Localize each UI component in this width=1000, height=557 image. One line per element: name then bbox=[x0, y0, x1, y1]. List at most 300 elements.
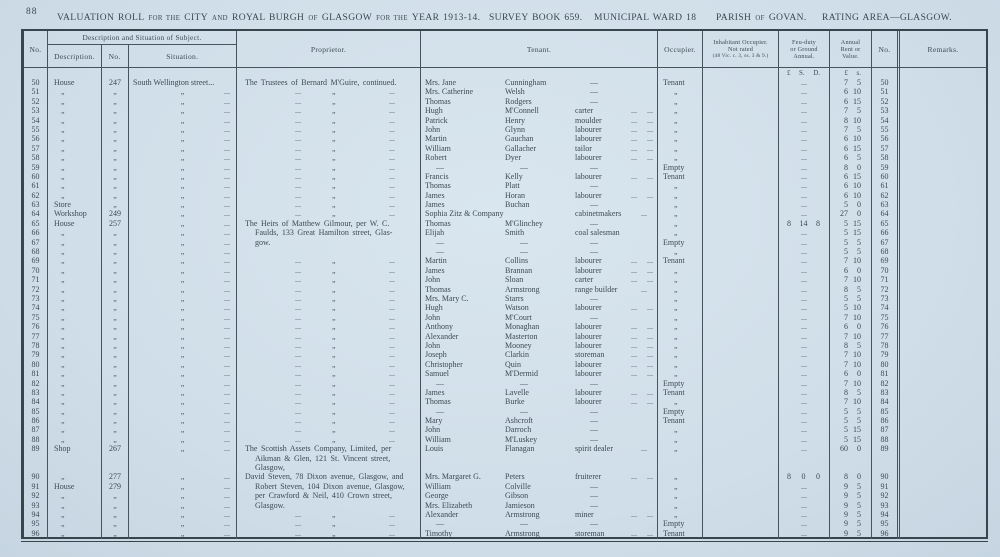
ten-cell bbox=[421, 191, 657, 200]
tenant-occupation bbox=[575, 341, 657, 350]
tenant-first-name: George bbox=[425, 491, 449, 501]
column-rent bbox=[830, 68, 872, 539]
prop-cell: The Heirs of Matthew Gilmour, per W. C. bbox=[245, 218, 390, 228]
rating-area bbox=[822, 7, 956, 25]
rent-shillings: 15 bbox=[853, 218, 861, 228]
no2-cell: 65 bbox=[880, 218, 889, 228]
sit-cell bbox=[129, 491, 236, 500]
dots: ... bbox=[224, 444, 230, 454]
ten-cell bbox=[421, 97, 657, 106]
no2-cell: 58 bbox=[880, 153, 889, 163]
occ-cell: „ bbox=[674, 491, 678, 501]
dots: ... bbox=[224, 519, 230, 529]
tenant-occupation bbox=[575, 379, 657, 388]
dots: ... bbox=[224, 124, 230, 134]
tenant-first-name: Hugh bbox=[425, 106, 443, 116]
dots: ... bbox=[647, 350, 653, 360]
no2-cell: 96 bbox=[880, 528, 889, 538]
occ-cell: „ bbox=[674, 331, 678, 341]
sit-cell bbox=[129, 87, 236, 96]
rent-shillings: 0 bbox=[857, 265, 861, 275]
rent-shillings: 10 bbox=[853, 181, 861, 191]
dots: ... bbox=[389, 397, 395, 407]
no-occupation-dash: — bbox=[590, 312, 598, 322]
dots: ... bbox=[389, 96, 395, 106]
tenant-surname: Clarkin bbox=[505, 350, 529, 360]
rent-shillings: 5 bbox=[857, 500, 861, 510]
desc-cell: House bbox=[54, 78, 75, 87]
rent-shillings: 15 bbox=[853, 143, 861, 153]
dots: ... bbox=[647, 387, 653, 397]
occupation-text: labourer bbox=[575, 359, 602, 369]
rent-shillings: 5 bbox=[857, 340, 861, 350]
prop-cell bbox=[237, 407, 420, 416]
rent-pounds: 9 bbox=[844, 509, 848, 519]
sit-cell bbox=[129, 529, 236, 538]
occupation-text: labourer bbox=[575, 331, 602, 341]
situation-ditto: „ bbox=[180, 256, 185, 266]
dots: ... bbox=[295, 293, 301, 303]
situation-ditto: „ bbox=[180, 472, 185, 482]
sit-cell bbox=[129, 444, 236, 453]
header-text-segment: AND bbox=[212, 15, 228, 22]
parish bbox=[716, 7, 811, 25]
tenant-first-name: Thomas bbox=[425, 397, 451, 407]
dots: ... bbox=[224, 481, 230, 491]
tenant-surname: — bbox=[520, 378, 528, 388]
desc-cell: „ bbox=[61, 171, 65, 181]
tenant-occupation bbox=[575, 181, 657, 190]
feu-cell: ... bbox=[801, 293, 807, 303]
rent-pounds: 5 bbox=[844, 228, 848, 238]
tenant-occupation bbox=[575, 275, 657, 284]
prop-cell bbox=[237, 256, 420, 265]
col-header-remarks: Remarks. bbox=[927, 44, 959, 54]
sit-cell bbox=[129, 209, 236, 218]
tenant-surname: — bbox=[520, 247, 528, 257]
proprietor-ditto: „ bbox=[332, 406, 336, 416]
rent-cell bbox=[830, 379, 871, 388]
no2-cell: 51 bbox=[880, 87, 889, 97]
dots: ... bbox=[389, 303, 395, 313]
occupation-text: coal salesman bbox=[575, 228, 620, 238]
dots: ... bbox=[631, 124, 637, 134]
feu-cell: ... bbox=[801, 247, 807, 257]
occ-cell: „ bbox=[674, 481, 678, 491]
stno-cell: „ bbox=[113, 416, 117, 426]
sit-cell bbox=[129, 407, 236, 416]
prop-cell bbox=[237, 144, 420, 153]
rent-pounds: 7 bbox=[844, 124, 848, 134]
no2-cell: 68 bbox=[880, 247, 889, 257]
tenant-first-name: Robert bbox=[425, 153, 447, 163]
ten-cell bbox=[421, 200, 657, 209]
rent-shillings: 0 bbox=[857, 369, 861, 379]
table-header bbox=[24, 31, 986, 68]
no2-cell: 64 bbox=[880, 209, 889, 219]
occupation-text: labourer bbox=[575, 153, 602, 163]
ten-cell bbox=[421, 275, 657, 284]
tenant-occupation bbox=[575, 294, 657, 303]
tenant-surname: Monaghan bbox=[505, 322, 540, 332]
dots: ... bbox=[224, 378, 230, 388]
sit-cell bbox=[129, 519, 236, 528]
no2-cell: 89 bbox=[880, 444, 889, 454]
feu-cell: ... bbox=[801, 425, 807, 435]
no1-cell: 77 bbox=[31, 331, 40, 341]
page-number: 88 bbox=[26, 7, 38, 17]
tenant-surname: Henry bbox=[505, 115, 525, 125]
dots: ... bbox=[224, 143, 230, 153]
occupation-text: labourer bbox=[575, 265, 602, 275]
sit-cell bbox=[129, 379, 236, 388]
occupation-text: labourer bbox=[575, 340, 602, 350]
units-row bbox=[237, 68, 420, 78]
sit-cell bbox=[129, 501, 236, 510]
rent-cell bbox=[830, 369, 871, 378]
dots: ... bbox=[631, 397, 637, 407]
dots: ... bbox=[224, 406, 230, 416]
tenant-surname: Kelly bbox=[505, 171, 523, 181]
dots: ... bbox=[224, 500, 230, 510]
tenant-surname: Gibson bbox=[505, 491, 529, 501]
tenant-first-name: Mrs. Margaret G. bbox=[425, 472, 481, 482]
no1-cell: 63 bbox=[31, 200, 40, 210]
dots: ... bbox=[641, 209, 647, 219]
sit-cell: South Wellington street... bbox=[133, 78, 215, 87]
units-row bbox=[48, 68, 101, 78]
feu-cell: ... bbox=[801, 491, 807, 501]
rent-shillings: 5 bbox=[857, 509, 861, 519]
no2-cell: 80 bbox=[880, 359, 889, 369]
dots: ... bbox=[295, 284, 301, 294]
dots: ... bbox=[295, 509, 301, 519]
dots: ... bbox=[224, 256, 230, 266]
dots: ... bbox=[647, 143, 653, 153]
desc-cell: „ bbox=[61, 322, 65, 332]
occ-cell: „ bbox=[674, 200, 678, 210]
occ-cell: „ bbox=[674, 322, 678, 332]
desc-cell: House bbox=[54, 481, 75, 491]
no1-cell: 91 bbox=[31, 481, 40, 491]
prop-cell bbox=[237, 529, 420, 538]
occ-cell: „ bbox=[674, 228, 678, 238]
dots: ... bbox=[389, 275, 395, 285]
ten-cell bbox=[421, 322, 657, 331]
prop-cell bbox=[237, 134, 420, 143]
desc-cell bbox=[48, 454, 101, 463]
stno-cell: „ bbox=[113, 293, 117, 303]
sit-cell bbox=[129, 454, 236, 463]
feu-cell: ... bbox=[801, 406, 807, 416]
dots: ... bbox=[224, 434, 230, 444]
dots: ... bbox=[295, 340, 301, 350]
prop-cell bbox=[237, 191, 420, 200]
no1-cell: 70 bbox=[31, 265, 40, 275]
proprietor-ditto: „ bbox=[332, 331, 336, 341]
no1-cell: 79 bbox=[31, 350, 40, 360]
dots: ... bbox=[295, 256, 301, 266]
rent-cell bbox=[830, 510, 871, 519]
tenant-surname: M'Court bbox=[505, 312, 532, 322]
tenant-surname: Armstrong bbox=[505, 509, 540, 519]
sit-cell bbox=[129, 472, 236, 481]
dots: ... bbox=[389, 416, 395, 426]
feu-cell: ... bbox=[801, 143, 807, 153]
stno-cell: 267 bbox=[109, 444, 121, 454]
no1-cell: 64 bbox=[31, 209, 40, 219]
feu-cell: ... bbox=[801, 284, 807, 294]
occ-cell: „ bbox=[674, 303, 678, 313]
dots: ... bbox=[224, 218, 230, 228]
rent-shillings: 5 bbox=[857, 237, 861, 247]
rent-shillings: 15 bbox=[853, 96, 861, 106]
rent-cell bbox=[830, 172, 871, 181]
ten-cell bbox=[421, 397, 657, 406]
rent-pounds: 6 bbox=[844, 369, 848, 379]
no2-cell: 86 bbox=[880, 416, 889, 426]
dots: ... bbox=[295, 359, 301, 369]
occ-cell: „ bbox=[674, 340, 678, 350]
tenant-surname: Mooney bbox=[505, 340, 532, 350]
stno-cell: „ bbox=[113, 134, 117, 144]
dots: ... bbox=[631, 115, 637, 125]
no1-cell: 78 bbox=[31, 340, 40, 350]
rent-cell bbox=[830, 116, 871, 125]
sit-cell bbox=[129, 134, 236, 143]
dots: ... bbox=[295, 209, 301, 219]
situation-ditto: „ bbox=[180, 153, 185, 163]
header-text-segment: GOVAN. bbox=[768, 13, 807, 23]
stno-cell: „ bbox=[113, 181, 117, 191]
desc-cell: „ bbox=[61, 491, 65, 501]
dots: ... bbox=[641, 284, 647, 294]
ten-cell bbox=[421, 519, 657, 528]
tenant-surname: Horan bbox=[505, 190, 525, 200]
sit-cell bbox=[129, 482, 236, 491]
ten-cell bbox=[421, 172, 657, 181]
situation-ditto: „ bbox=[180, 181, 185, 191]
proprietor-ditto: „ bbox=[332, 303, 336, 313]
no2-cell: 72 bbox=[880, 284, 889, 294]
sit-cell bbox=[129, 228, 236, 237]
occ-cell: „ bbox=[674, 359, 678, 369]
ten-cell bbox=[421, 209, 657, 218]
dots: ... bbox=[224, 491, 230, 501]
rent-cell bbox=[830, 407, 871, 416]
feu-cell: ... bbox=[801, 322, 807, 332]
proprietor-ditto: „ bbox=[332, 153, 336, 163]
occ-cell: „ bbox=[674, 153, 678, 163]
dots: ... bbox=[389, 265, 395, 275]
tenant-occupation bbox=[575, 191, 657, 200]
dots: ... bbox=[389, 350, 395, 360]
occ-cell: „ bbox=[674, 106, 678, 116]
no1-cell: 90 bbox=[31, 472, 40, 482]
rent-cell bbox=[830, 125, 871, 134]
ten-cell bbox=[421, 407, 657, 416]
dots: ... bbox=[389, 369, 395, 379]
rent-cell bbox=[830, 163, 871, 172]
tenant-first-name: Mrs. Catherine bbox=[425, 87, 473, 97]
rent-pounds: 7 bbox=[844, 312, 848, 322]
col-header-no-left: No. bbox=[24, 31, 48, 67]
tenant-occupation bbox=[575, 200, 657, 209]
no2-cell: 73 bbox=[880, 293, 889, 303]
dots: ... bbox=[224, 387, 230, 397]
sit-cell bbox=[129, 294, 236, 303]
tenant-occupation bbox=[575, 238, 657, 247]
rent-shillings: 5 bbox=[857, 106, 861, 116]
sit-cell bbox=[129, 275, 236, 284]
prop-cell bbox=[237, 519, 420, 528]
dots: ... bbox=[295, 331, 301, 341]
stno-cell: „ bbox=[113, 190, 117, 200]
rent-cell bbox=[830, 228, 871, 237]
no1-cell: 60 bbox=[31, 171, 40, 181]
no2-cell: 88 bbox=[880, 434, 889, 444]
dots: ... bbox=[647, 115, 653, 125]
prop-cell bbox=[237, 341, 420, 350]
proprietor-ditto: „ bbox=[332, 162, 336, 172]
sit-cell bbox=[129, 106, 236, 115]
ten-cell bbox=[421, 379, 657, 388]
situation-ditto: „ bbox=[180, 115, 185, 125]
ten-cell bbox=[421, 163, 657, 172]
occ-cell: „ bbox=[674, 265, 678, 275]
survey-book bbox=[489, 7, 587, 25]
desc-cell: „ bbox=[61, 181, 65, 191]
col-header-desc-situation: Description and Situation of Subject. bbox=[48, 31, 236, 45]
feu-cell: ... bbox=[801, 209, 807, 219]
dots: ... bbox=[647, 509, 653, 519]
dots: ... bbox=[295, 312, 301, 322]
feu-cell: ... bbox=[801, 444, 807, 454]
header-text-segment: FOR THE bbox=[148, 15, 181, 22]
tenant-surname: Starrs bbox=[505, 293, 524, 303]
situation-ditto: „ bbox=[180, 190, 185, 200]
tenant-surname: Armstrong bbox=[505, 284, 540, 294]
no1-cell: 82 bbox=[31, 378, 40, 388]
units-row bbox=[102, 68, 128, 78]
occ-cell: „ bbox=[674, 218, 678, 228]
desc-cell: „ bbox=[61, 247, 65, 257]
tenant-first-name: John bbox=[425, 275, 441, 285]
tenant-occupation bbox=[575, 416, 657, 425]
header-text-segment: SURVEY BOOK 659. bbox=[489, 13, 583, 23]
ten-cell bbox=[421, 350, 657, 359]
stno-cell: „ bbox=[113, 124, 117, 134]
dots: ... bbox=[647, 265, 653, 275]
situation-ditto: „ bbox=[180, 312, 185, 322]
rent-cell bbox=[830, 350, 871, 359]
sit-cell bbox=[129, 153, 236, 162]
prop-cell bbox=[237, 360, 420, 369]
desc-cell: „ bbox=[61, 115, 65, 125]
tenant-first-name bbox=[421, 454, 505, 463]
situation-ditto: „ bbox=[180, 519, 185, 529]
rent-pounds: 5 bbox=[844, 416, 848, 426]
ten-cell bbox=[421, 501, 657, 510]
no-occupation-dash: — bbox=[590, 162, 598, 172]
occupation-text: miner bbox=[575, 509, 594, 519]
dots: ... bbox=[224, 87, 230, 97]
dots: ... bbox=[295, 115, 301, 125]
dots: ... bbox=[389, 162, 395, 172]
desc-cell: „ bbox=[61, 434, 65, 444]
tenant-surname: Collins bbox=[505, 256, 529, 266]
dots: ... bbox=[647, 190, 653, 200]
rent-cell bbox=[830, 303, 871, 312]
prop-cell bbox=[237, 266, 420, 275]
rent-pounds: 7 bbox=[844, 331, 848, 341]
situation-ditto: „ bbox=[180, 434, 185, 444]
feu-cell: ... bbox=[801, 106, 807, 116]
feu-value: 0 bbox=[801, 472, 806, 482]
tenant-first-name: James bbox=[425, 190, 445, 200]
no1-cell: 65 bbox=[31, 218, 40, 228]
prop-cell: per Crawford & Neil, 410 Crown street, bbox=[255, 491, 392, 501]
occ-cell: „ bbox=[674, 115, 678, 125]
prop-cell bbox=[237, 116, 420, 125]
no1-cell: 52 bbox=[31, 96, 40, 106]
rent-cell bbox=[830, 482, 871, 491]
prop-cell: gow. bbox=[255, 237, 271, 247]
tenant-first-name: Mrs. Mary C. bbox=[425, 293, 469, 303]
desc-cell: „ bbox=[61, 387, 65, 397]
column-rem bbox=[900, 68, 986, 539]
rent-shillings: 5 bbox=[857, 284, 861, 294]
rent-pounds: 6 bbox=[844, 190, 848, 200]
stno-cell: „ bbox=[113, 228, 117, 238]
dots: ... bbox=[389, 171, 395, 181]
header-text-segment: MUNICIPAL WARD 18 bbox=[594, 13, 697, 23]
proprietor-ditto: „ bbox=[332, 124, 336, 134]
no1-cell bbox=[24, 454, 47, 463]
rent-cell bbox=[830, 425, 871, 434]
desc-cell: Shop bbox=[54, 444, 71, 454]
roll-title bbox=[57, 7, 484, 25]
no-occupation-dash: — bbox=[590, 519, 598, 529]
column-inh bbox=[703, 68, 779, 539]
dots: ... bbox=[631, 106, 637, 116]
no-occupation-dash: — bbox=[590, 78, 598, 87]
prop-cell bbox=[237, 200, 420, 209]
rent-cell bbox=[830, 322, 871, 331]
dots: ... bbox=[647, 397, 653, 407]
tenant-occupation bbox=[575, 529, 657, 538]
prop-cell bbox=[237, 181, 420, 190]
prop-cell bbox=[237, 369, 420, 378]
situation-ditto: „ bbox=[180, 397, 185, 407]
ten-cell bbox=[421, 369, 657, 378]
desc-cell: „ bbox=[61, 340, 65, 350]
occ-cell: „ bbox=[674, 444, 678, 454]
rent-pounds: 5 bbox=[844, 218, 848, 228]
situation-ditto: „ bbox=[180, 359, 185, 369]
rent-pounds: 6 bbox=[844, 87, 848, 97]
rent-pounds: 6 bbox=[844, 134, 848, 144]
sit-cell bbox=[129, 172, 236, 181]
stno-cell: „ bbox=[113, 171, 117, 181]
tenant-occupation bbox=[575, 397, 657, 406]
feu-cell: ... bbox=[801, 500, 807, 510]
desc-cell: „ bbox=[61, 416, 65, 426]
prop-cell bbox=[237, 209, 420, 218]
tenant-first-name: — bbox=[436, 247, 444, 257]
rent-header-line1: Annual bbox=[840, 38, 861, 46]
header-text-segment: OF bbox=[755, 15, 765, 22]
